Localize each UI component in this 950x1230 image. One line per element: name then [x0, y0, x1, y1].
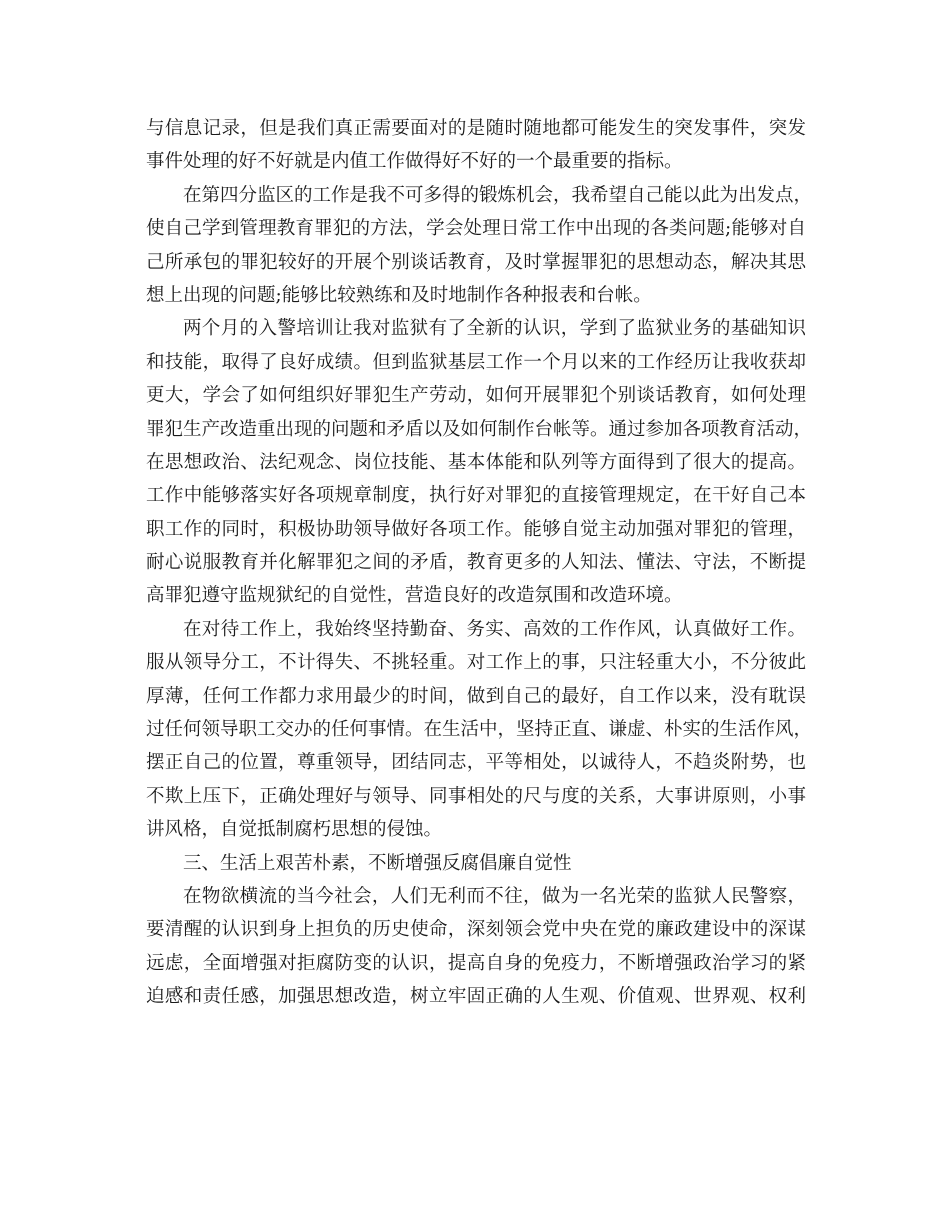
text-line: 摆正自己的位置，尊重领导，团结同志，平等相处，以诚待人，不趋炎附势，也 — [146, 752, 806, 774]
text-line: 过任何领导职工交办的任何事情。在生活中，坚持正直、谦虚、朴实的生活作风， — [146, 719, 813, 741]
text-line: 厚薄，任何工作都力求用最少的时间，做到自己的最好，自工作以来，没有耽误 — [146, 685, 806, 707]
text-line: 迫感和责任感，加强思想改造，树立牢固正确的人生观、价值观、世界观、权利 — [146, 986, 806, 1008]
text-line: 与信息记录，但是我们真正需要面对的是随时随地都可能发生的突发事件，突发 — [146, 118, 806, 139]
text-line: 在思想政治、法纪观念、岗位技能、基本体能和队列等方面得到了很大的提高。 — [146, 451, 806, 473]
text-line: 服从领导分工，不计得失、不挑轻重。对工作上的事，只注轻重大小，不分彼此 — [146, 652, 806, 674]
text-line: 三、生活上艰苦朴素，不断增强反腐倡廉自觉性 — [183, 852, 572, 874]
text-line: 远虑，全面增强对拒腐防变的认识，提高自身的免疫力，不断增强政治学习的紧 — [146, 952, 806, 974]
text-line: 使自己学到管理教育罪犯的方法，学会处理日常工作中出现的各类问题;能够对自 — [146, 218, 806, 240]
text-line: 两个月的入警培训让我对监狱有了全新的认识，学到了监狱业务的基础知识 — [183, 318, 806, 340]
text-line: 更大，学会了如何组织好罪犯生产劳动，如何开展罪犯个别谈话教育，如何处理 — [146, 385, 806, 407]
text-line: 高罪犯遵守监规狱纪的自觉性，营造良好的改造氛围和改造环境。 — [146, 585, 683, 607]
text-line: 不欺上压下，正确处理好与领导、同事相处的尺与度的关系，大事讲原则，小事 — [146, 785, 806, 807]
text-line: 己所承包的罪犯较好的开展个别谈话教育，及时掌握罪犯的思想动态，解决其思 — [146, 251, 806, 273]
document-body — [146, 112, 813, 1014]
text-line: 和技能，取得了良好成绩。但到监狱基层工作一个月以来的工作经历让我收获却 — [146, 351, 806, 373]
text-line: 在物欲横流的当今社会，人们无利而不往，做为一名光荣的监狱人民警察， — [183, 885, 806, 907]
text-line: 职工作的同时，积极协助领导做好各项工作。能够自觉主动加强对罪犯的管理， — [146, 518, 806, 540]
text-line: 罪犯生产改造重出现的问题和矛盾以及如何制作台帐等。通过参加各项教育活动， — [146, 418, 813, 440]
text-line: 讲风格，自觉抵制腐朽思想的侵蚀。 — [146, 819, 443, 841]
text-line: 工作中能够落实好各项规章制度，执行好对罪犯的直接管理规定，在干好自己本 — [146, 485, 806, 507]
text-line: 事件处理的好不好就是内值工作做得好不好的一个最重要的指标。 — [146, 151, 683, 173]
text-line: 在对待工作上，我始终坚持勤奋、务实、高效的工作作风，认真做好工作。 — [183, 618, 806, 640]
text-line: 想上出现的问题;能够比较熟练和及时地制作各种报表和台帐。 — [146, 284, 652, 306]
text-line: 在第四分监区的工作是我不可多得的锻炼机会，我希望自己能以此为出发点， — [183, 184, 813, 206]
text-line: 要清醒的认识到身上担负的历史使命，深刻领会党中央在党的廉政建设中的深谋 — [146, 919, 806, 941]
text-line: 耐心说服教育并化解罪犯之间的矛盾，教育更多的人知法、懂法、守法，不断提 — [146, 552, 806, 574]
